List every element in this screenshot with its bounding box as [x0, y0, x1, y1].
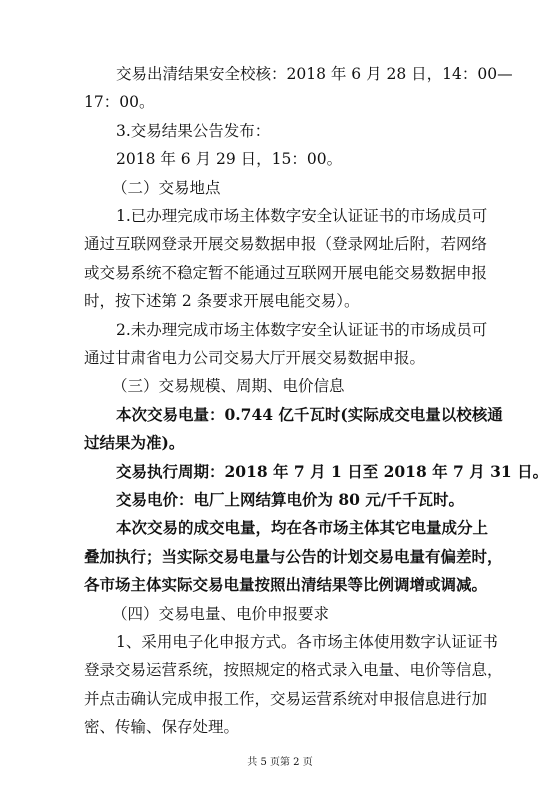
text-line-bold: 交易电价：电厂上网结算电价为 80 元/千千瓦时。 — [116, 490, 465, 509]
text-line: 1.已办理完成市场主体数字安全认证证书的市场成员可 — [116, 207, 488, 225]
text-line: 通过互联网登录开展交易数据申报（登录网址后附，若网络 — [84, 235, 488, 254]
text-line: 2018 年 6 月 29 日，15：00。 — [116, 150, 343, 169]
text-line-bold: 交易执行周期：2018 年 7 月 1 日至 2018 年 7 月 31 日。 — [116, 461, 549, 481]
text-line: 17：00。 — [84, 93, 155, 112]
text-line-bold: 本次交易电量：0.744 亿千瓦时(实际成交电量以校核通 — [116, 404, 503, 424]
text-line: 2.未办理完成市场主体数字安全认证证书的市场成员可 — [116, 320, 488, 339]
text-line: 通过甘肃省电力公司交易大厅开展交易数据申报。 — [84, 349, 426, 367]
text-line: 密、传输、保存处理。 — [84, 718, 240, 737]
text-line-bold: 过结果为准)。 — [84, 433, 185, 453]
section-heading: （二）交易地点 — [112, 178, 221, 197]
text-line-bold: 叠加执行；当实际交易电量与公告的计划交易电量有偏差时， — [84, 546, 503, 566]
text-line: 登录交易运营系统，按照规定的格式录入电量、电价等信息， — [84, 661, 503, 680]
page-footer: 共 5 页第 2 页 — [247, 757, 313, 768]
text-line: 交易出清结果安全校核：2018 年 6 月 28 日，14：00— — [116, 65, 513, 83]
section-heading: （四）交易电量、电价申报要求 — [112, 604, 330, 623]
text-line: 1、采用电子化申报方式。各市场主体使用数字认证证书 — [116, 633, 498, 651]
text-line-bold: 本次交易的成交电量，均在各市场主体其它电量成分上 — [116, 518, 489, 538]
text-line: 时，按下述第 2 条要求开展电能交易）。 — [84, 292, 360, 311]
text-line: 3.交易结果公告发布： — [116, 121, 271, 140]
text-line: 或交易系统不稳定暂不能通过互联网开展电能交易数据申报 — [84, 263, 488, 282]
text-line: 并点击确认完成申报工作，交易运营系统对申报信息进行加 — [84, 689, 488, 708]
text-line-bold: 各市场主体实际交易电量按照出清结果等比例调增或调减。 — [84, 575, 488, 595]
section-heading: （三）交易规模、周期、电价信息 — [112, 377, 345, 396]
